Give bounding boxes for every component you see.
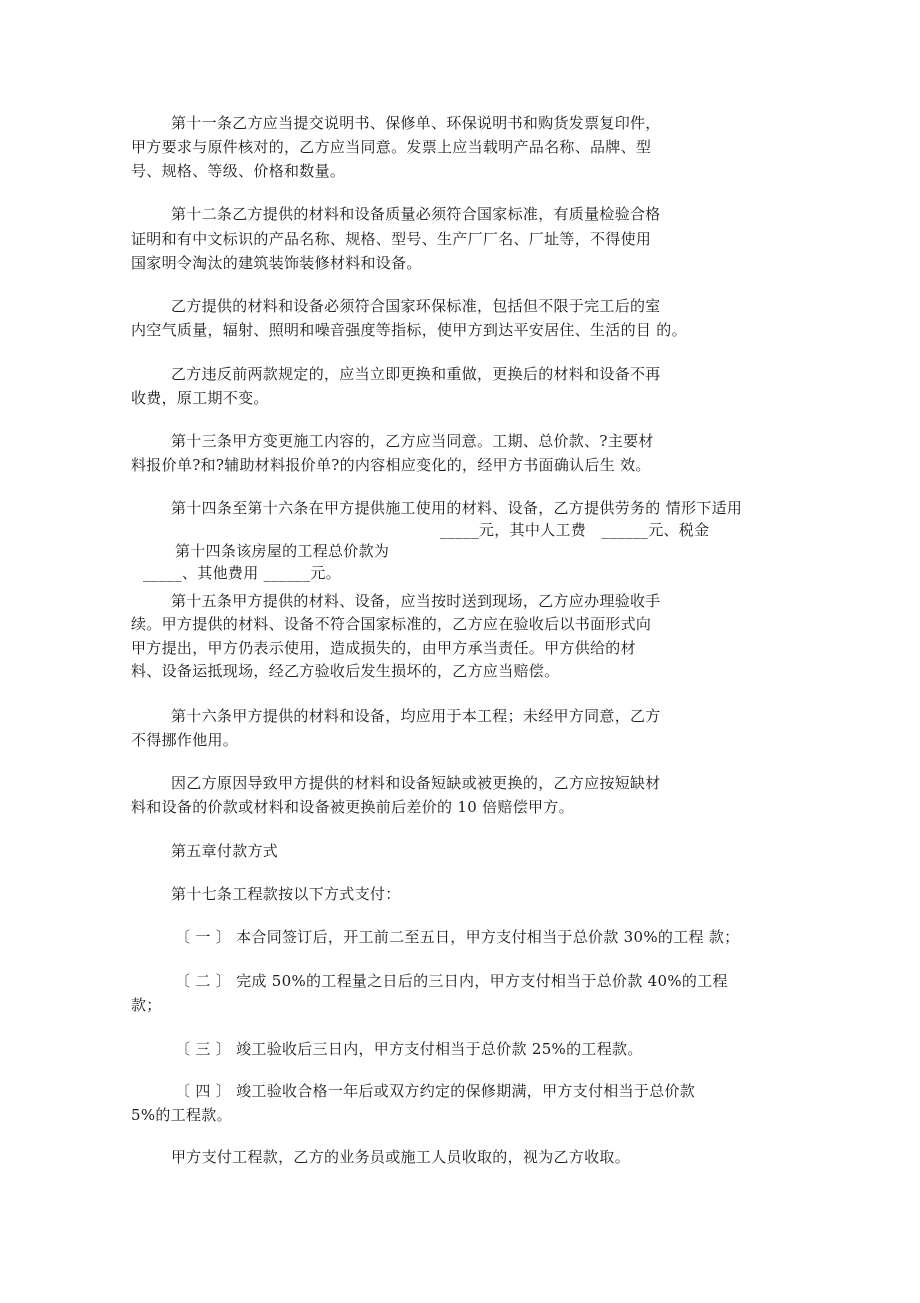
text-line: 料、设备运抵现场，经乙方验收后发生损坏的，乙方应当赔偿。 bbox=[131, 662, 560, 680]
text-line: 不得挪作他用。 bbox=[131, 731, 239, 749]
text-line: 内空气质量，辐射、照明和噪音强度等指标，使甲方到达平安居住、生活的目 的。 bbox=[131, 321, 687, 339]
text-line: 〔 一 〕 本合同签订后，开工前二至五日，甲方支付相当于总价款 30%的工程 款； bbox=[175, 928, 740, 946]
text-line: 第十二条乙方提供的材料和设备质量必须符合国家标准，有质量检验合格 bbox=[171, 205, 661, 223]
text-line: 〔 二 〕 完成 50%的工程量之日后的三日内，甲方支付相当于总价款 40%的工程 bbox=[175, 972, 728, 990]
text-line: 第十四条至第十六条在甲方提供施工使用的材料、设备，乙方提供劳务的 情形下适用 bbox=[171, 499, 743, 517]
text-line: 因乙方原因导致甲方提供的材料和设备短缺或被更换的，乙方应按短缺材 bbox=[171, 774, 661, 792]
text-line: 乙方提供的材料和设备必须符合国家环保标准，包括但不限于完工后的室 bbox=[171, 297, 661, 315]
text-line: 第十四条该房屋的工程总价款为 bbox=[175, 542, 390, 560]
text-line: 〔 三 〕 竣工验收后三日内，甲方支付相当于总价款 25%的工程款。 bbox=[175, 1040, 643, 1058]
text-line: 款； bbox=[131, 996, 162, 1014]
text-line: 收费，原工期不变。 bbox=[131, 389, 269, 407]
text-line: 甲方要求与原件核对的，乙方应当同意。发票上应当载明产品名称、品牌、型 bbox=[131, 138, 652, 156]
text-line: 证明和有中文标识的产品名称、规格、型号、生产厂厂名、厂址等，不得使用 bbox=[131, 230, 652, 248]
text-line: 〔 四 〕 竣工验收合格一年后或双方约定的保修期满，甲方支付相当于总价款 bbox=[175, 1082, 696, 1100]
text-line: 号、规格、等级、价格和数量。 bbox=[131, 162, 346, 180]
text-line: 国家明令淘汰的建筑装饰装修材料和设备。 bbox=[131, 254, 422, 272]
section-heading: 第五章付款方式 bbox=[171, 842, 279, 860]
text-line: 第十五条甲方提供的材料、设备，应当按时送到现场，乙方应办理验收手 bbox=[171, 592, 661, 610]
text-line: 第十六条甲方提供的材料和设备，均应用于本工程；未经甲方同意，乙方 bbox=[171, 707, 661, 725]
text-line: 料和设备的价款或材料和设备被更换前后差价的 10 倍赔偿甲方。 bbox=[131, 798, 574, 816]
text-line: 乙方违反前两款规定的，应当立即更换和重做，更换后的材料和设备不再 bbox=[171, 365, 661, 383]
text-line: 第十三条甲方变更施工内容的，乙方应当同意。工期、总价款、?主要材 bbox=[171, 432, 654, 450]
text-line: 第十七条工程款按以下方式支付： bbox=[171, 885, 401, 903]
text-line: 料报价单?和?辅助材料报价单?的内容相应变化的，经甲方书面确认后生 效。 bbox=[131, 456, 651, 474]
text-line: 甲方支付工程款，乙方的业务员或施工人员收取的，视为乙方收取。 bbox=[171, 1148, 631, 1166]
text-line: _____元，其中人工费 ______元、税金 bbox=[440, 521, 710, 539]
text-line: 第十一条乙方应当提交说明书、保修单、环保说明书和购货发票复印件， bbox=[171, 114, 661, 132]
text-line: 5%的工程款。 bbox=[131, 1106, 232, 1124]
text-line: 续。甲方提供的材料、设备不符合国家标准的，乙方应在验收后以书面形式向 bbox=[131, 615, 652, 633]
text-line: 甲方提出，甲方仍表示使用，造成损失的，由甲方承当责任。甲方供给的材 bbox=[131, 639, 636, 657]
text-line: _____、其他费用 ______元。 bbox=[143, 564, 341, 582]
